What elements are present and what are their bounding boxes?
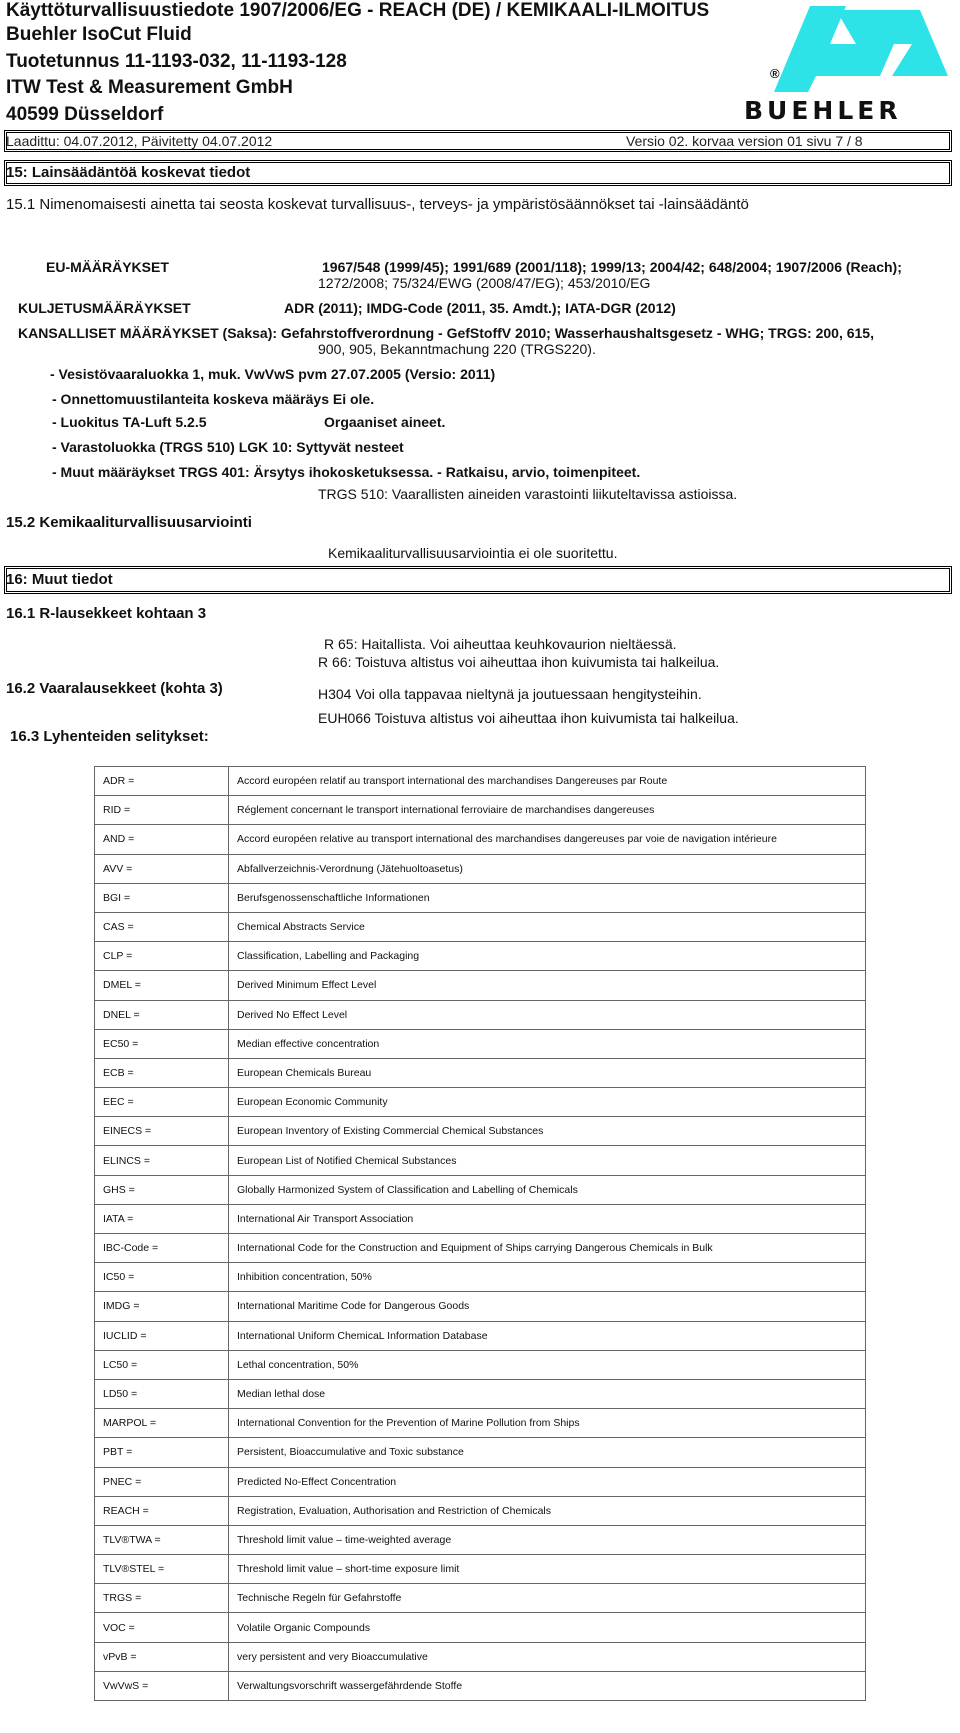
abbreviation-definition: Accord européen relatif au transport international des marchandises Dangereuses par Route xyxy=(229,767,866,796)
abbreviation-definition: European List of Notified Chemical Substances xyxy=(229,1146,866,1175)
registered-mark: ® xyxy=(770,66,780,81)
abbreviation-definition: Threshold limit value – time-weighted average xyxy=(229,1525,866,1554)
abbreviation-row xyxy=(95,1379,866,1408)
abbreviation-term: EEC = xyxy=(95,1088,229,1117)
abbreviation-row xyxy=(95,1409,866,1438)
abbreviation-definition: Inhibition concentration, 50% xyxy=(229,1263,866,1292)
abbreviation-definition: International Convention for the Prevention of Marine Pollution from Ships xyxy=(229,1409,866,1438)
abbreviation-definition: Accord européen relative au transport international des marchandises dangereuses par voie de navigation intérieure xyxy=(229,825,866,854)
abbreviation-definition: Median lethal dose xyxy=(229,1379,866,1408)
abbreviation-row xyxy=(95,1525,866,1554)
abbreviation-row xyxy=(95,883,866,912)
regulation-item-3-value: Orgaaniset aineet. xyxy=(324,414,446,430)
section16-3-heading: 16.3 Lyhenteiden selitykset: xyxy=(10,728,209,745)
national-line2: 900, 905, Bekanntmachung 220 (TRGS220). xyxy=(318,341,596,357)
abbreviations-table xyxy=(94,766,866,1701)
abbreviation-definition: Berufsgenossenschaftliche Informationen xyxy=(229,883,866,912)
abbreviation-term: RID = xyxy=(95,796,229,825)
abbreviation-definition: Median effective concentration xyxy=(229,1029,866,1058)
section16-2-heading: 16.2 Vaaralausekkeet (kohta 3) xyxy=(6,680,223,697)
section16-bar xyxy=(4,566,952,594)
abbreviation-row xyxy=(95,1555,866,1584)
abbreviation-row xyxy=(95,1263,866,1292)
abbreviation-definition: Threshold limit value – short-time exposure limit xyxy=(229,1555,866,1584)
section15-title: 15: Lainsäädäntöä koskevat tiedot xyxy=(6,164,251,181)
eu-label: EU-MÄÄRÄYKSET xyxy=(46,259,169,275)
r65-phrase: R 65: Haitallista. Voi aiheuttaa keuhkovaurion nieltäessä. xyxy=(324,636,677,652)
abbreviation-row xyxy=(95,825,866,854)
transport-label: KULJETUSMÄÄRÄYKSET xyxy=(18,300,191,316)
eu-line2: 1272/2008; 75/324/EWG (2008/47/EG); 453/2010/EG xyxy=(318,275,651,291)
abbreviation-row xyxy=(95,1088,866,1117)
abbreviation-row xyxy=(95,1029,866,1058)
abbreviation-term: LD50 = xyxy=(95,1379,229,1408)
abbreviation-term: PNEC = xyxy=(95,1467,229,1496)
abbreviation-term: PBT = xyxy=(95,1438,229,1467)
abbreviation-row xyxy=(95,854,866,883)
abbreviation-definition: International Uniform ChemicaL Information Database xyxy=(229,1321,866,1350)
abbreviation-term: VOC = xyxy=(95,1613,229,1642)
abbreviation-term: IC50 = xyxy=(95,1263,229,1292)
buehler-logo xyxy=(744,4,954,124)
abbreviation-row xyxy=(95,1438,866,1467)
section15-1-heading: 15.1 Nimenomaisesti ainetta tai seosta koskevat turvallisuus-, terveys- ja ympäristösäännökset tai -lainsäädäntö xyxy=(6,196,749,213)
abbreviation-row xyxy=(95,767,866,796)
regulation-item-5: - Muut määräykset TRGS 401: Ärsytys ihokosketuksessa. - Ratkaisu, arvio, toimenpiteet. xyxy=(52,464,641,480)
abbreviation-term: vPvB = xyxy=(95,1642,229,1671)
abbreviation-row xyxy=(95,1000,866,1029)
abbreviation-term: IATA = xyxy=(95,1204,229,1233)
abbreviation-row xyxy=(95,1146,866,1175)
transport-value: ADR (2011); IMDG-Code (2011, 35. Amdt.); IATA-DGR (2012) xyxy=(284,300,676,316)
abbreviation-term: IMDG = xyxy=(95,1292,229,1321)
product-name: Buehler IsoCut Fluid xyxy=(6,24,192,45)
abbreviation-definition: International Air Transport Association xyxy=(229,1204,866,1233)
abbreviation-definition: International Code for the Construction and Equipment of Ships carrying Dangerous Chemicals in Bulk xyxy=(229,1234,866,1263)
abbreviation-term: GHS = xyxy=(95,1175,229,1204)
abbreviation-definition: Réglement concernant le transport international ferroviaire de marchandises dangereuses xyxy=(229,796,866,825)
abbreviation-definition: Chemical Abstracts Service xyxy=(229,912,866,941)
abbreviation-term: TRGS = xyxy=(95,1584,229,1613)
h304-phrase: H304 Voi olla tappavaa nieltynä ja joutuessaan hengitysteihin. xyxy=(318,686,702,702)
regulation-item-3-label: - Luokitus TA-Luft 5.2.5 xyxy=(52,414,207,430)
abbreviation-term: AND = xyxy=(95,825,229,854)
abbreviation-definition: Derived Minimum Effect Level xyxy=(229,971,866,1000)
abbreviation-term: EC50 = xyxy=(95,1029,229,1058)
abbreviation-row xyxy=(95,971,866,1000)
abbreviation-row xyxy=(95,1292,866,1321)
abbreviation-definition: Predicted No-Effect Concentration xyxy=(229,1467,866,1496)
abbreviation-term: CAS = xyxy=(95,912,229,941)
abbreviation-definition: European Chemicals Bureau xyxy=(229,1058,866,1087)
abbreviation-term: BGI = xyxy=(95,883,229,912)
abbreviation-row xyxy=(95,1117,866,1146)
company-city: 40599 Düsseldorf xyxy=(6,104,164,125)
abbreviation-definition: Abfallverzeichnis-Verordnung (Jätehuoltoasetus) xyxy=(229,854,866,883)
doc-dates: Laadittu: 04.07.2012, Päivitetty 04.07.2012 xyxy=(6,133,273,149)
abbreviation-term: EINECS = xyxy=(95,1117,229,1146)
abbreviation-row xyxy=(95,942,866,971)
abbreviation-definition: European Inventory of Existing Commercial Chemical Substances xyxy=(229,1117,866,1146)
section16-1-heading: 16.1 R-lausekkeet kohtaan 3 xyxy=(6,605,207,622)
regulation-item-5-note: TRGS 510: Vaarallisten aineiden varastointi liikuteltavissa astioissa. xyxy=(318,486,738,502)
abbreviation-term: IUCLID = xyxy=(95,1321,229,1350)
abbreviation-row xyxy=(95,1058,866,1087)
abbreviation-definition: Globally Harmonized System of Classification and Labelling of Chemicals xyxy=(229,1175,866,1204)
abbreviation-row xyxy=(95,796,866,825)
abbreviation-row xyxy=(95,1613,866,1642)
regulation-item-2: - Onnettomuustilanteita koskeva määräys Ei ole. xyxy=(52,391,375,407)
abbreviation-row xyxy=(95,1496,866,1525)
abbreviation-row xyxy=(95,1321,866,1350)
abbreviation-term: LC50 = xyxy=(95,1350,229,1379)
doc-version: Versio 02. korvaa version 01 sivu 7 / 8 xyxy=(626,133,863,149)
abbreviation-row xyxy=(95,1584,866,1613)
r66-phrase: R 66: Toistuva altistus voi aiheuttaa ihon kuivumista tai halkeilua. xyxy=(318,654,720,670)
abbreviation-row xyxy=(95,912,866,941)
abbreviation-term: MARPOL = xyxy=(95,1409,229,1438)
abbreviation-row xyxy=(95,1175,866,1204)
abbreviation-definition: Lethal concentration, 50% xyxy=(229,1350,866,1379)
logo-text: BUEHLER xyxy=(744,96,902,125)
abbreviation-definition: Derived No Effect Level xyxy=(229,1000,866,1029)
abbreviation-term: AVV = xyxy=(95,854,229,883)
abbreviation-term: DNEL = xyxy=(95,1000,229,1029)
abbreviation-row xyxy=(95,1234,866,1263)
regulation-item-4: - Varastoluokka (TRGS 510) LGK 10: Syttyvät nesteet xyxy=(52,439,404,455)
abbreviation-row xyxy=(95,1467,866,1496)
abbreviation-definition: International Maritime Code for Dangerous Goods xyxy=(229,1292,866,1321)
national-line1: KANSALLISET MÄÄRÄYKSET (Saksa): Gefahrstoffverordnung - GefStoffV 2010; Wasserhaushaltsgesetz - WHG; TRGS: 200, 615, xyxy=(18,325,874,341)
abbreviation-row xyxy=(95,1350,866,1379)
abbreviation-definition: Volatile Organic Compounds xyxy=(229,1613,866,1642)
eu-line1: 1967/548 (1999/45); 1991/689 (2001/118); 1999/13; 2004/42; 648/2004; 1907/2006 (Reach); xyxy=(322,259,902,275)
abbreviation-row xyxy=(95,1642,866,1671)
abbreviation-term: CLP = xyxy=(95,942,229,971)
abbreviation-term: ECB = xyxy=(95,1058,229,1087)
abbreviation-definition: Technische Regeln für Gefahrstoffe xyxy=(229,1584,866,1613)
abbreviation-term: DMEL = xyxy=(95,971,229,1000)
section16-title: 16: Muut tiedot xyxy=(6,571,113,588)
abbreviation-definition: Registration, Evaluation, Authorisation and Restriction of Chemicals xyxy=(229,1496,866,1525)
abbreviation-term: VwVwS = xyxy=(95,1671,229,1700)
regulation-item-1: - Vesistövaaraluokka 1, muk. VwVwS pvm 27.07.2005 (Versio: 2011) xyxy=(50,366,496,382)
section15-2-text: Kemikaaliturvallisuusarviointia ei ole suoritettu. xyxy=(328,545,618,561)
abbreviation-definition: Persistent, Bioaccumulative and Toxic substance xyxy=(229,1438,866,1467)
doc-title: Käyttöturvallisuustiedote 1907/2006/EG - REACH (DE) / KEMIKAALI-ILMOITUS xyxy=(6,0,710,21)
product-code: Tuotetunnus 11-1193-032, 11-1193-128 xyxy=(6,51,347,72)
abbreviation-definition: Classification, Labelling and Packaging xyxy=(229,942,866,971)
abbreviation-row xyxy=(95,1204,866,1233)
buehler-logo-mark-icon xyxy=(744,4,954,100)
abbreviation-term: TLV®TWA = xyxy=(95,1525,229,1554)
abbreviation-definition: European Economic Community xyxy=(229,1088,866,1117)
abbreviation-row xyxy=(95,1671,866,1700)
abbreviation-term: IBC-Code = xyxy=(95,1234,229,1263)
euh066-phrase: EUH066 Toistuva altistus voi aiheuttaa ihon kuivumista tai halkeilua. xyxy=(318,710,739,726)
abbreviation-term: ELINCS = xyxy=(95,1146,229,1175)
abbreviation-term: TLV®STEL = xyxy=(95,1555,229,1584)
abbreviation-definition: very persistent and very Bioaccumulative xyxy=(229,1642,866,1671)
abbreviation-definition: Verwaltungsvorschrift wassergefährdende Stoffe xyxy=(229,1671,866,1700)
abbreviation-term: ADR = xyxy=(95,767,229,796)
company-name: ITW Test & Measurement GmbH xyxy=(6,77,293,98)
section15-2-heading: 15.2 Kemikaaliturvallisuusarviointi xyxy=(6,514,252,531)
abbreviation-term: REACH = xyxy=(95,1496,229,1525)
